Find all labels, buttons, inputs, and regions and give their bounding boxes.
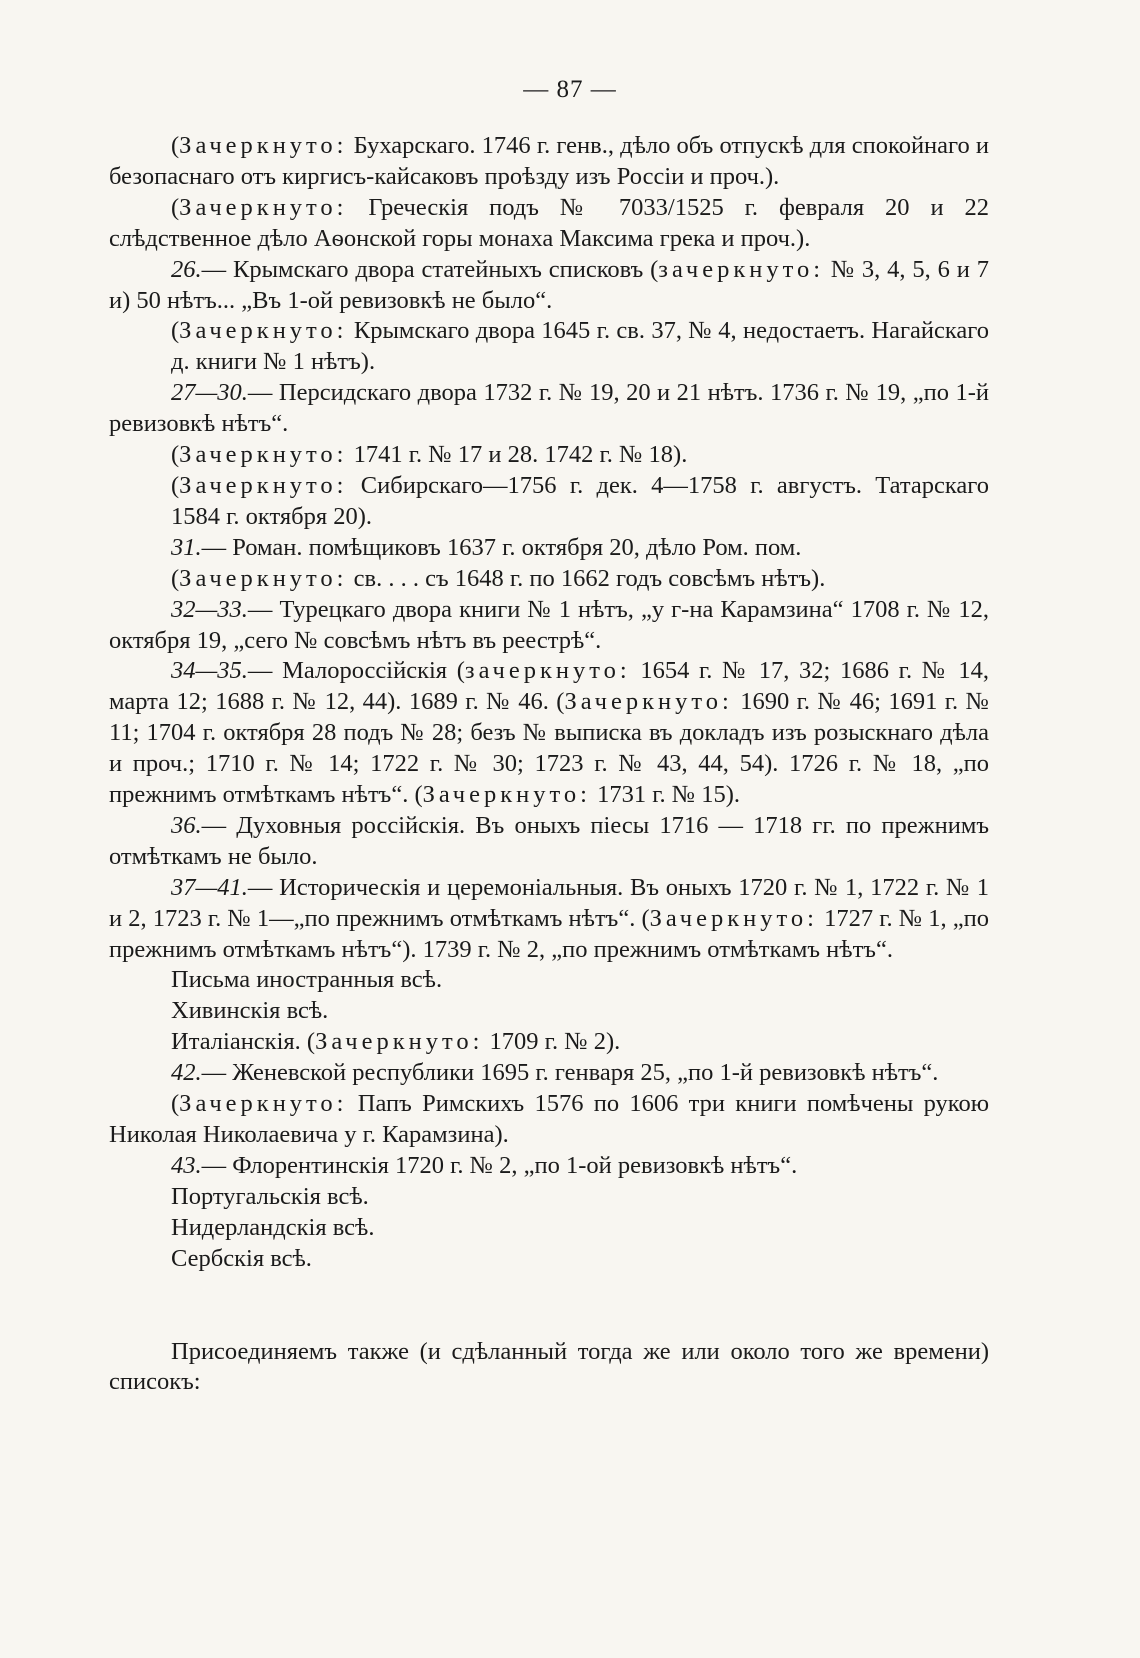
- entry-number: 32—33.: [171, 595, 248, 623]
- paragraph-text: Крымскаго двора 1645 г. св. 37, № 4, недостаетъ. Нагайскаго д. книги № 1 нѣтъ).: [171, 317, 989, 376]
- paragraph-gap: [109, 1275, 989, 1337]
- paragraph-text: — Малороссійскія (: [247, 657, 465, 685]
- crossed-out-marker: Зачеркнуто:: [179, 1090, 348, 1118]
- paragraph-text: Бухарскаго. 1746 г. генв., дѣло объ отпускѣ для спокойнаго и безопаснаго отъ киргисъ-кайсаковъ проѣзду изъ Россіи и проч.).: [109, 132, 989, 190]
- paragraph-text: — Флорентинскія 1720 г. № 2, „по 1-ой ревизовкѣ нѣтъ“.: [201, 1151, 798, 1179]
- paragraph-text: — Историческія и церемоніальныя. Въ оныхъ 1720 г. № 1, 1722 г. № 1 и 2, 1723 г. № 1—„по прежнимъ отмѣткамъ нѣтъ“. (: [109, 873, 989, 932]
- paragraph-text: — Крымскаго двора статейныхъ списковъ (: [201, 255, 659, 283]
- paragraph-text: 1709 г. № 2).: [483, 1028, 621, 1056]
- paragraph: [109, 533, 989, 564]
- paragraph: [109, 193, 989, 255]
- crossed-out-marker: зачеркнуто:: [464, 657, 631, 685]
- paragraph: [109, 255, 989, 317]
- entry-number: 31.: [171, 533, 202, 561]
- body-text: [109, 131, 989, 1398]
- entry-number: 37—41.: [171, 873, 248, 901]
- paragraph: [109, 1027, 989, 1058]
- crossed-out-marker: Зачеркнуто:: [422, 781, 591, 809]
- paragraph-text: (: [171, 132, 180, 159]
- paragraph: [109, 471, 989, 533]
- paragraph: [109, 378, 989, 440]
- paragraph-text: св. . . . съ 1648 г. по 1662 годъ совсѣмъ нѣтъ).: [347, 564, 826, 592]
- crossed-out-marker: Зачеркнуто:: [179, 564, 348, 592]
- paragraph: [109, 965, 989, 996]
- paragraph-text: 1731 г. № 15).: [590, 781, 741, 809]
- paragraph: [109, 440, 989, 471]
- entry-number: 26.: [171, 255, 202, 283]
- paragraph: [109, 1151, 989, 1182]
- paragraph-text: (: [171, 1090, 180, 1118]
- paragraph-text: Португальскія всѣ.: [171, 1182, 369, 1210]
- paragraph-text: Сербскія всѣ.: [171, 1244, 312, 1272]
- paragraph: [109, 1182, 989, 1213]
- crossed-out-marker: Зачеркнуто:: [315, 1028, 484, 1056]
- paragraph-text: (: [171, 441, 180, 469]
- paragraph-text: — Роман. помѣщиковъ 1637 г. октября 20, дѣло Ром. пом.: [201, 533, 802, 561]
- paragraph-text: (: [171, 564, 180, 592]
- crossed-out-marker: Зачеркнуто:: [179, 193, 348, 221]
- paragraph: [109, 1337, 989, 1399]
- paragraph-text: 1690 г. № 46; 1691 г. № 11; 1704 г. октября 28 подъ № 28; безъ № выписка въ докладъ изъ розыскнаго дѣла и проч.; 1710 г. № 14; 1722 г. № 30; 1723 г. № 43, 44, 54). 1726 г. № 18, „по прежнимъ отмѣткамъ нѣтъ“. (: [109, 688, 989, 809]
- paragraph-text: Письма иностранныя всѣ.: [171, 966, 443, 994]
- paragraph-text: (: [171, 193, 180, 221]
- crossed-out-marker: Зачеркнуто:: [179, 441, 348, 469]
- crossed-out-marker: Зачеркнуто:: [179, 132, 348, 159]
- crossed-out-marker: Зачеркнуто:: [179, 471, 348, 499]
- paragraph: [109, 1058, 989, 1089]
- paragraph-text: (: [171, 317, 180, 345]
- paragraph: [109, 1244, 989, 1275]
- entry-number: 36.: [171, 811, 202, 839]
- paragraph-text: № 3, 4, 5, 6 и 7 и) 50 нѣтъ... „Въ 1-ой ревизовкѣ не было“.: [109, 255, 989, 314]
- paragraph-text: 1741 г. № 17 и 28. 1742 г. № 18).: [347, 441, 688, 469]
- paragraph-text: 1727 г. № 1, „по прежнимъ отмѣткамъ нѣтъ“). 1739 г. № 2, „по прежнимъ отмѣткамъ нѣтъ“.: [109, 904, 989, 963]
- paragraph-text: Италіанскія. (: [171, 1028, 316, 1056]
- paragraph-text: — Турецкаго двора книги № 1 нѣтъ, „у г-на Карамзина“ 1708 г. № 12, октября 19, „сего № совсѣмъ нѣтъ въ реестрѣ“.: [109, 595, 989, 654]
- paragraph-text: Греческія подъ № 7033/1525 г. февраля 20 и 22 слѣдственное дѣло Аѳонской горы монаха Максима грека и проч.).: [109, 193, 989, 252]
- paragraph: [109, 131, 989, 193]
- paragraph: [109, 316, 989, 378]
- paragraph: [109, 595, 989, 657]
- paragraph-text: (: [171, 471, 180, 499]
- entry-number: 43.: [171, 1151, 202, 1179]
- entry-number: 34—35.: [171, 657, 248, 685]
- entry-number: 27—30.: [171, 379, 248, 407]
- paragraph: [109, 1213, 989, 1244]
- paragraph: [109, 996, 989, 1027]
- paragraph-text: — Женевской республики 1695 г. генваря 25, „по 1-й ревизовкѣ нѣтъ“.: [201, 1059, 939, 1087]
- page-number: — 87 —: [523, 76, 617, 103]
- paragraph-text: Папъ Римскихъ 1576 по 1606 три книги помѣчены рукою Николая Николаевича у г. Карамзина).: [109, 1090, 989, 1148]
- paragraph-text: Сибирскаго—1756 г. дек. 4—1758 г. августъ. Татарскаго 1584 г. октября 20).: [171, 471, 989, 530]
- crossed-out-marker: Зачеркнуто:: [179, 317, 348, 345]
- entry-number: 42.: [171, 1059, 202, 1087]
- paragraph-text: — Персидскаго двора 1732 г. № 19, 20 и 21 нѣтъ. 1736 г. № 19, „по 1-й ревизовкѣ нѣтъ“.: [109, 379, 989, 438]
- paragraph-text: Нидерландскія всѣ.: [171, 1213, 375, 1241]
- paragraph: [109, 1089, 989, 1151]
- paragraph-text: — Духовныя россійскія. Въ оныхъ піесы 1716 — 1718 гг. по прежнимъ отмѣткамъ не было.: [109, 811, 989, 870]
- paragraph: [109, 811, 989, 873]
- paragraph-text: Присоединяемъ также (и сдѣланный тогда же или около того же времени) списокъ:: [109, 1337, 989, 1396]
- paragraph: [109, 564, 989, 595]
- paragraph: [109, 656, 989, 811]
- paragraph: [109, 873, 989, 966]
- paragraph-text: 1654 г. № 17, 32; 1686 г. № 14, марта 12; 1688 г. № 12, 44). 1689 г. № 46. (: [109, 657, 989, 716]
- crossed-out-marker: зачеркнуто:: [658, 255, 825, 283]
- crossed-out-marker: Зачеркнуто:: [564, 688, 733, 716]
- paragraph-text: Хивинскія всѣ.: [171, 997, 329, 1025]
- crossed-out-marker: Зачеркнуто:: [649, 904, 818, 932]
